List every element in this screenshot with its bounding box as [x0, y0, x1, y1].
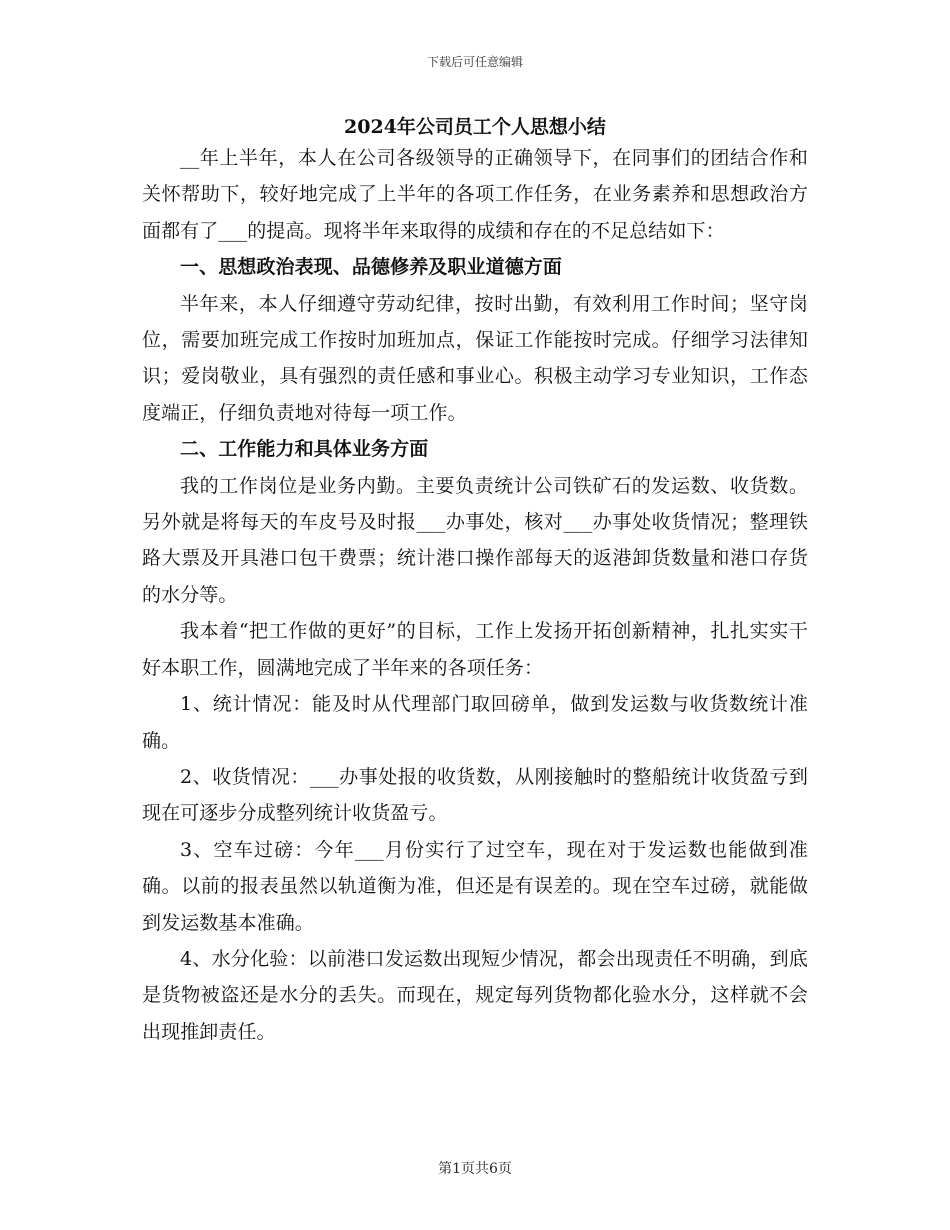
document-title: 2024年公司员工个人思想小结 [344, 116, 606, 138]
paragraph-job-duties: 我的工作岗位是业务内勤。主要负责统计公司铁矿石的发运数、收货数。另外就是将每天的车皮号及时报___办事处，核对___办事处收货情况；整理铁路大票及开具港口包干费票；统计港口操作部每天的返港卸货数量和港口存货的水分等。 [142, 474, 808, 606]
paragraph-political: 半年来，本人仔细遵守劳动纪律，按时出勤，有效利用工作时间；坚守岗位，需要加班完成工作按时加班加点，保证工作能按时完成。仔细学习法律知识；爱岗敬业，具有强烈的责任感和事业心。积极主动学习专业知识，工作态度端正，仔细负责地对待每一项工作。 [142, 292, 808, 424]
list-item-receiving: 2、收货情况：___办事处报的收货数，从刚接触时的整船统计收货盈亏到现在可逐步分成整列统计收货盈亏。 [142, 765, 808, 825]
list-item-statistics: 1、统计情况：能及时从代理部门取回磅单，做到发运数与收货数统计准确。 [142, 693, 808, 752]
section-heading-1: 一、思想政治表现、品德修养及职业道德方面 [180, 256, 563, 279]
header-note: 下载后可任意编辑 [426, 55, 523, 69]
section-heading-2: 二、工作能力和具体业务方面 [180, 438, 429, 461]
document-body [142, 140, 808, 1050]
paragraph-intro: __年上半年，本人在公司各级领导的正确领导下，在同事们的团结合作和关怀帮助下，较好地完成了上半年的各项工作任务，在业务素养和思想政治方面都有了___的提高。现将半年来取得的成绩和存在的不足总结如下： [142, 147, 808, 242]
page-footer: 第1页共6页 [438, 1161, 512, 1177]
list-item-empty-weighing: 3、空车过磅：今年___月份实行了过空车，现在对于发运数也能做到准确。以前的报表虽然以轨道衡为准，但还是有误差的。现在空车过磅，就能做到发运数基本准确。 [142, 838, 808, 934]
list-item-moisture-test: 4、水分化验：以前港口发运数出现短少情况，都会出现责任不明确，到底是货物被盗还是水分的丢失。而现在，规定每列货物都化验水分，这样就不会出现推卸责任。 [142, 947, 808, 1043]
paragraph-goal: 我本着“把工作做的更好”的目标，工作上发扬开拓创新精神，扎扎实实干好本职工作，圆满地完成了半年来的各项任务： [142, 620, 808, 679]
